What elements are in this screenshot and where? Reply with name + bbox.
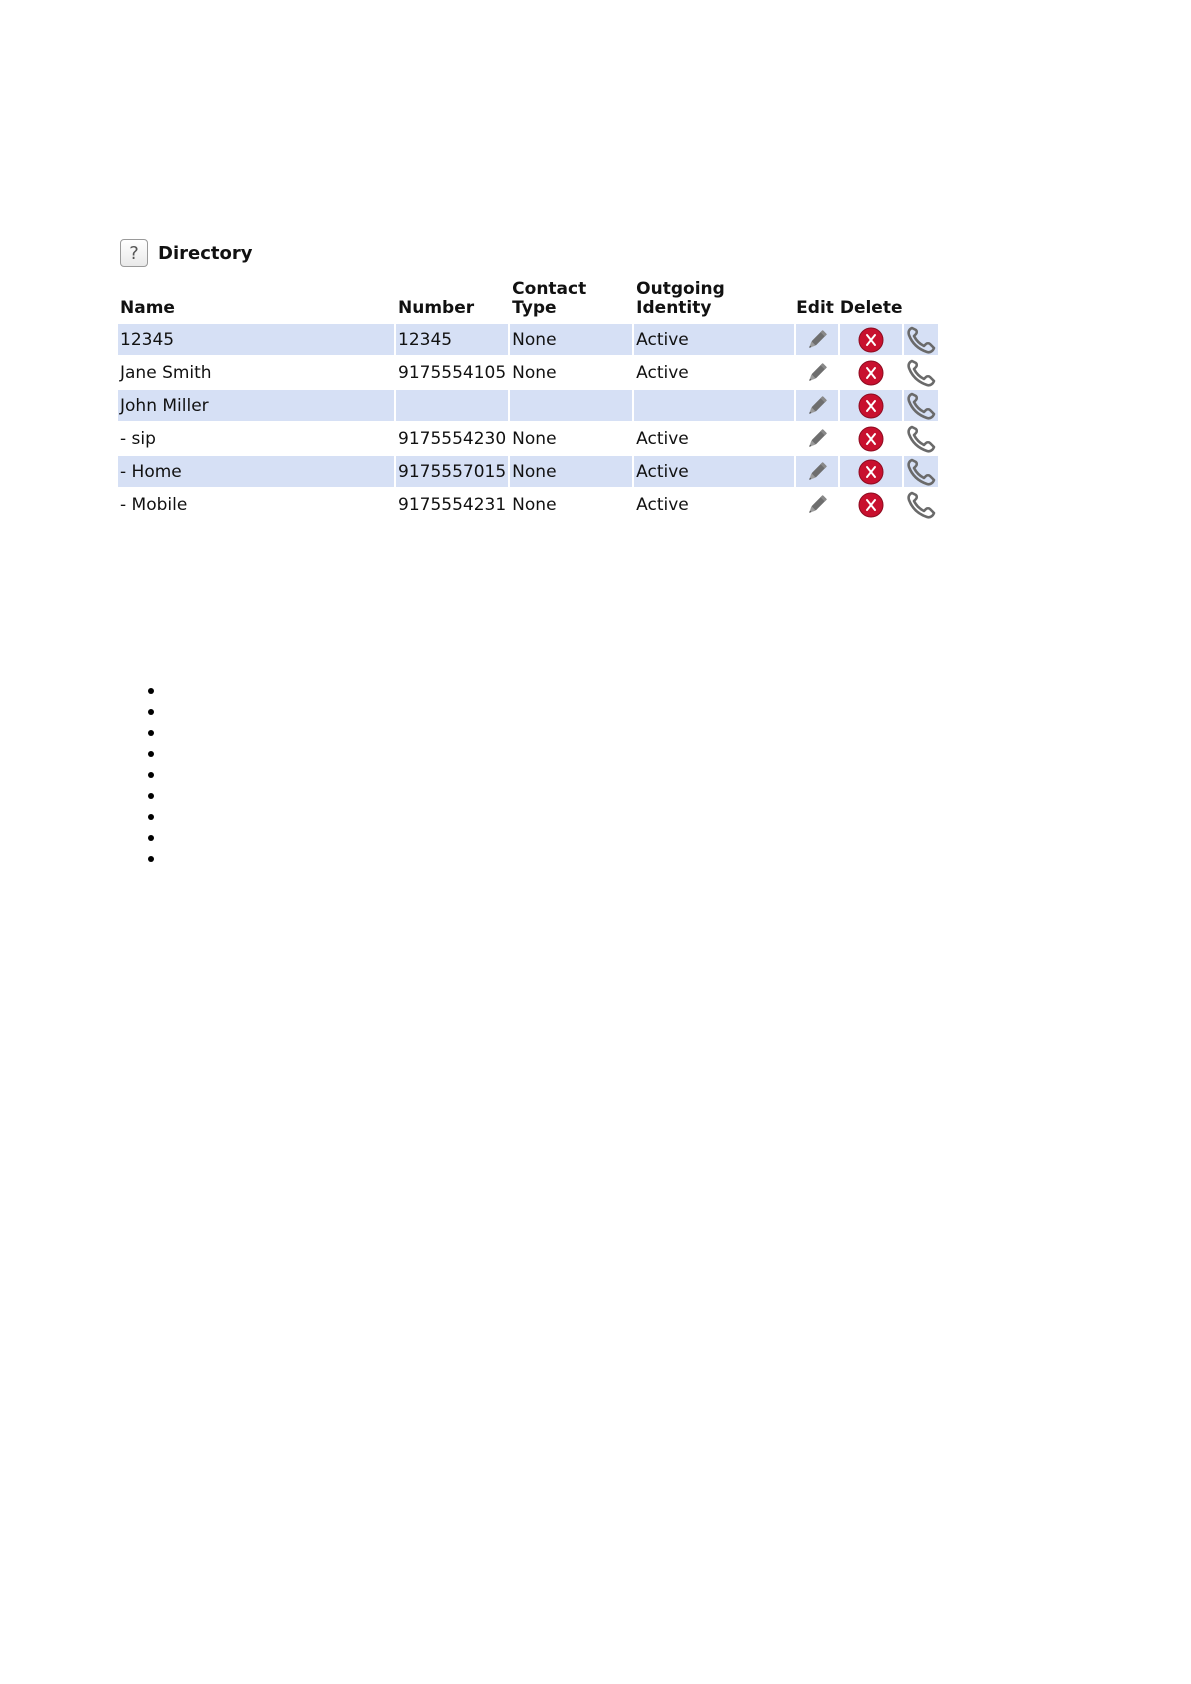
- delete-x-icon[interactable]: [858, 492, 884, 518]
- directory-table-body: [118, 324, 938, 520]
- column-header-name: Name: [120, 298, 175, 318]
- column-header-delete: Delete: [839, 298, 903, 318]
- pencil-icon[interactable]: [804, 492, 830, 518]
- page-title: Directory: [158, 242, 253, 264]
- pencil-icon[interactable]: [804, 360, 830, 386]
- table-row: [118, 456, 938, 487]
- column-header-actions: [796, 280, 938, 322]
- cell-number: 9175554230: [398, 428, 507, 449]
- edit-button-cell: [796, 357, 838, 388]
- table-header-row: [118, 280, 938, 322]
- column-header-edit: Edit: [796, 298, 834, 318]
- delete-button-cell: [840, 357, 902, 388]
- table-row: [118, 489, 938, 520]
- cell-contact-type: None: [512, 494, 557, 515]
- pencil-icon[interactable]: [804, 393, 830, 419]
- delete-x-icon[interactable]: [858, 327, 884, 353]
- edit-button-cell: [796, 423, 838, 454]
- cell-number: 9175554231: [398, 494, 507, 515]
- delete-x-icon[interactable]: [858, 393, 884, 419]
- pencil-icon[interactable]: [804, 327, 830, 353]
- cell-name: - Home: [118, 456, 394, 487]
- table-row: [118, 324, 938, 355]
- column-header-number: Number: [398, 298, 475, 318]
- phone-icon[interactable]: [906, 458, 936, 486]
- cell-outgoing-identity: [634, 390, 794, 421]
- call-button-cell: [904, 390, 938, 421]
- empty-bullet-list: [132, 682, 142, 871]
- cell-contact-type: None: [512, 362, 557, 383]
- call-button-cell: [904, 324, 938, 355]
- delete-button-cell: [840, 390, 902, 421]
- list-item: [132, 703, 142, 724]
- cell-contact-type: None: [510, 456, 632, 487]
- directory-header: [120, 239, 252, 267]
- column-header-outgoing-identity: Outgoing Identity: [636, 279, 725, 318]
- delete-x-icon[interactable]: [858, 426, 884, 452]
- phone-icon[interactable]: [906, 392, 936, 420]
- cell-contact-type: None: [512, 428, 557, 449]
- edit-button-cell: [796, 489, 838, 520]
- column-header-contact-type: Contact Type: [512, 279, 587, 318]
- table-row: [118, 390, 938, 421]
- list-item: [132, 850, 142, 871]
- cell-outgoing-identity: Active: [636, 494, 689, 515]
- list-item: [132, 808, 142, 829]
- list-item: [132, 787, 142, 808]
- cell-outgoing-identity: Active: [636, 362, 689, 383]
- cell-number: 9175554105: [398, 362, 507, 383]
- delete-x-icon[interactable]: [858, 360, 884, 386]
- cell-name: - sip: [120, 428, 156, 449]
- call-button-cell: [904, 423, 938, 454]
- directory-table: [116, 278, 940, 522]
- list-item: [132, 745, 142, 766]
- phone-icon[interactable]: [906, 491, 936, 519]
- list-item: [132, 766, 142, 787]
- cell-outgoing-identity: Active: [634, 324, 794, 355]
- edit-button-cell: [796, 456, 838, 487]
- pencil-icon[interactable]: [804, 459, 830, 485]
- delete-x-icon[interactable]: [858, 459, 884, 485]
- delete-button-cell: [840, 423, 902, 454]
- list-item: [132, 682, 142, 703]
- cell-contact-type: [510, 390, 632, 421]
- call-button-cell: [904, 456, 938, 487]
- cell-name: 12345: [118, 324, 394, 355]
- cell-name: Jane Smith: [120, 362, 212, 383]
- delete-button-cell: [840, 324, 902, 355]
- edit-button-cell: [796, 324, 838, 355]
- delete-button-cell: [840, 456, 902, 487]
- cell-name: - Mobile: [120, 494, 188, 515]
- table-row: [118, 423, 938, 454]
- cell-name: John Miller: [118, 390, 394, 421]
- call-button-cell: [904, 489, 938, 520]
- pencil-icon[interactable]: [804, 426, 830, 452]
- help-button[interactable]: ?: [120, 239, 148, 267]
- cell-outgoing-identity: Active: [636, 428, 689, 449]
- delete-button-cell: [840, 489, 902, 520]
- list-item: [132, 829, 142, 850]
- cell-number: 9175557015: [396, 456, 508, 487]
- table-row: [118, 357, 938, 388]
- edit-button-cell: [796, 390, 838, 421]
- call-button-cell: [904, 357, 938, 388]
- cell-number: [396, 390, 508, 421]
- cell-outgoing-identity: Active: [634, 456, 794, 487]
- phone-icon[interactable]: [906, 359, 936, 387]
- cell-contact-type: None: [510, 324, 632, 355]
- cell-number: 12345: [396, 324, 508, 355]
- phone-icon[interactable]: [906, 326, 936, 354]
- phone-icon[interactable]: [906, 425, 936, 453]
- list-item: [132, 724, 142, 745]
